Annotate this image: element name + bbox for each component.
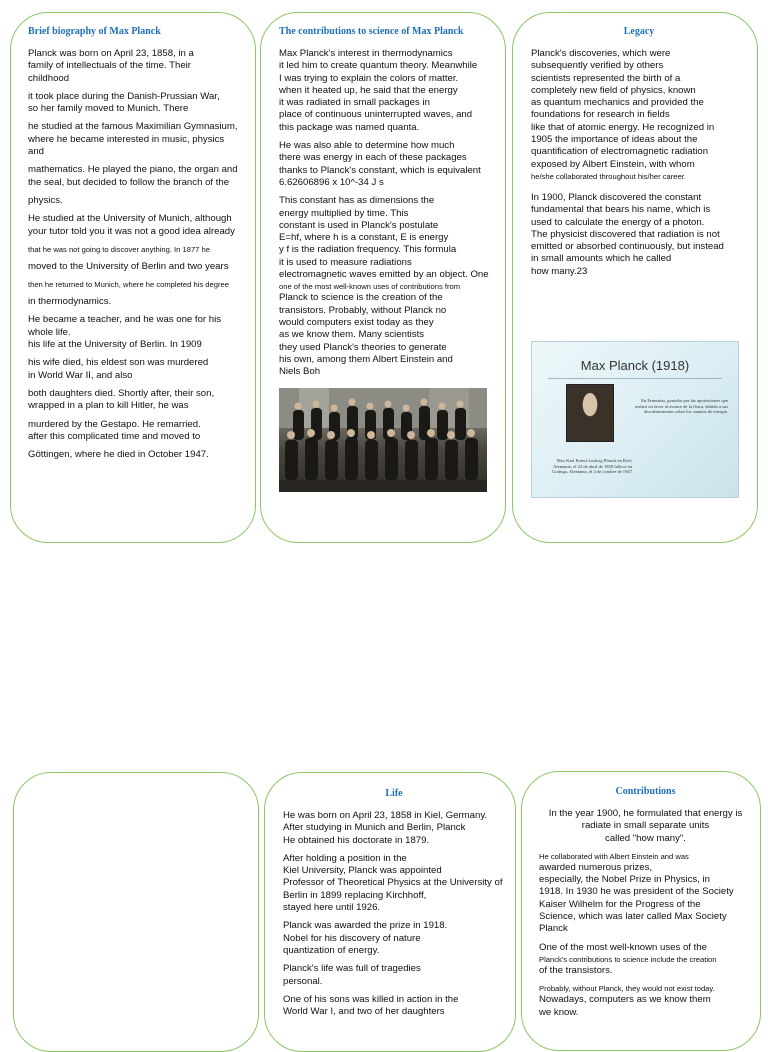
life-paragraph: Planck was awarded the prize in 1918. Nobel for his discovery of nature quantization of energy. — [283, 920, 448, 956]
contributions-body — [279, 48, 495, 378]
contrib2-known-line-small: Planck's contributions to science include the creation — [539, 954, 717, 964]
contrib2-known-line: of the transistors. — [539, 964, 613, 976]
contrib2-known-line: One of the most well-known uses of the — [539, 941, 707, 953]
slide-caption-right: En Ernestino, gonador por las aportaciones que realizó en favor al avance de la física, debido a sus descubrimientos sobre los cuantos de energía. — [634, 398, 728, 415]
life-title: Life — [385, 788, 403, 799]
contributions-summary-panel — [521, 771, 761, 1051]
biography-body — [28, 48, 241, 461]
bio-paragraph: mathematics. He played the piano, the organ and the seal, but decided to follow the branch of the — [28, 164, 238, 188]
life-paragraph: After holding a position in the Kiel University, Planck was appointed Professor of Theoretical Physics at the University of Berlin in 1899 replacing Kirchhoff, stayed here until 1926. — [283, 852, 503, 914]
bio-paragraph: his wife died, his eldest son was murdered in World War II, and also — [28, 357, 209, 381]
bio-paragraph: it took place during the Danish-Prussian War, so her family moved to Munich. There — [28, 90, 220, 115]
contrib2-probably: Nowadays, computers as we know them we know. — [539, 994, 711, 1018]
contrib-paragraph: Max Planck's interest in thermodynamics it led him to create quantum theory. Meanwhile I was trying to explain the colors of matter. when it heated up, he said that the energy it was radiated in small packages in place of continuous uninterrupted waves, and this package was named quanta. — [279, 48, 478, 133]
bio-paragraph: physics. — [28, 194, 63, 206]
bio-paragraph: in thermodynamics. — [28, 296, 112, 308]
slide-caption-left: Max Karl Ernest Ludwig Planck en Kiel, Alemania, el 23 de abril de 1858 fallece en Gotinga, Alemania, el 4 de octubre de 1947 — [552, 458, 632, 475]
contributions-title: The contributions to science of Max Planck — [279, 26, 464, 37]
bio-paragraph: He studied at the University of Munich, although your tutor told you it was not a good idea already — [28, 213, 235, 237]
legacy-title: Legacy — [623, 26, 655, 37]
group-photo-illustration — [279, 388, 487, 492]
bio-paragraph: both daughters died. Shortly after, their son, wrapped in a plan to kill Hitler, he was — [28, 387, 215, 412]
solvay-group-photo — [279, 388, 487, 492]
life-body — [283, 810, 505, 1018]
bio-paragraph: murdered by the Gestapo. He remarried. after this complicated time and moved to — [28, 418, 201, 442]
empty-panel — [13, 772, 259, 1052]
contrib-paragraph: He was also able to determine how much there was energy in each of these packages thanks to Planck's constant, which is equivalent 6.62606896 x 10^-34 J s — [279, 140, 481, 188]
contrib-paragraph: This constant has as dimensions the energy multiplied by time. This constant is used in Planck's postulate E=hf, where h is a constant, E is energy y f is the radiation frequency. This formula it is used to measure radiations electromagnetic waves emitted by an object. One — [279, 195, 489, 281]
bio-paragraph: moved to the University of Berlin and two years — [28, 260, 229, 272]
contrib2-collab-small: He collaborated with Albert Einstein and was — [539, 851, 689, 861]
life-paragraph: He was born on April 23, 1858 in Kiel, Germany. After studying in Munich and Berlin, Planck He obtained his doctorate in 1879. — [283, 810, 488, 846]
slide-divider — [548, 378, 722, 379]
life-panel — [264, 772, 516, 1052]
biography-title: Brief biography of Max Planck — [28, 26, 161, 37]
contrib2-probably-small: Probably, without Planck, they would not exist today. — [539, 984, 715, 994]
bio-paragraph-small: that he was not going to discover anything. In 1877 he — [28, 244, 210, 254]
bio-paragraph-small: then he returned to Munich, where he completed his degree — [28, 280, 229, 290]
life-paragraph: Planck's life was full of tragedies personal. — [283, 963, 421, 987]
contrib2-intro: In the year 1900, he formulated that energy is radiate in small separate units called "how many". — [548, 808, 743, 844]
bio-paragraph: Planck was born on April 23, 1858, in a family of intellectuals of the time. Their childhood — [28, 48, 194, 84]
bio-paragraph: Göttingen, where he died in October 1947. — [28, 449, 209, 461]
bio-paragraph: he studied at the famous Maximilian Gymnasium, where he became interested in music, physics and — [28, 121, 238, 158]
contrib-paragraph: Planck to science is the creation of the transistors. Probably, without Planck no would computers exist today as they as we know them. Many scientists they used Planck's theories to generate his own, among them Albert Einstein and Niels Boh — [279, 292, 453, 378]
legacy-body — [531, 48, 747, 278]
biography-panel — [10, 12, 256, 543]
max-planck-slide — [531, 341, 739, 498]
contributions-panel — [260, 12, 506, 543]
contrib-paragraph-small: one of the most well-known uses of contributions from — [279, 282, 461, 292]
contributions-summary-title: Contributions — [615, 786, 676, 797]
life-paragraph: One of his sons was killed in action in the World War I, and two of her daughters — [283, 993, 459, 1018]
contributions-summary-body — [539, 808, 752, 1019]
legacy-paragraph: In 1900, Planck discovered the constant fundamental that bears his name, which is used to calculate the energy of a photon. The physicist discovered that radiation is not emitted or absorbed continuously, but instead in small amounts which he called how many.23 — [531, 191, 724, 277]
slide-title: Max Planck (1918) — [580, 358, 690, 373]
legacy-paragraph: Planck's discoveries, which were subsequently verified by others scientists represented the birth of a completely new field of physics, known as quantum mechanics and provided the foundations for research in fields like that of atomic energy. He recognized in 1905 the importance of ideas about the quantification of electromagnetic radiation exposed by Albert Einstein, with whom — [531, 48, 715, 170]
legacy-small-line: he/she collaborated throughout his/her career. — [531, 171, 686, 181]
max-planck-portrait — [566, 384, 614, 442]
contrib2-collab: awarded numerous prizes, especially, the Nobel Prize in Physics, in 1918. In 1930 he was president of the Society Kaiser Wilhelm for the Progress of the Science, which was later called Max Society Planck — [539, 861, 734, 935]
bio-paragraph: He became a teacher, and he was one for his whole life. his life at the University of Berlin. In 1909 — [28, 314, 222, 351]
